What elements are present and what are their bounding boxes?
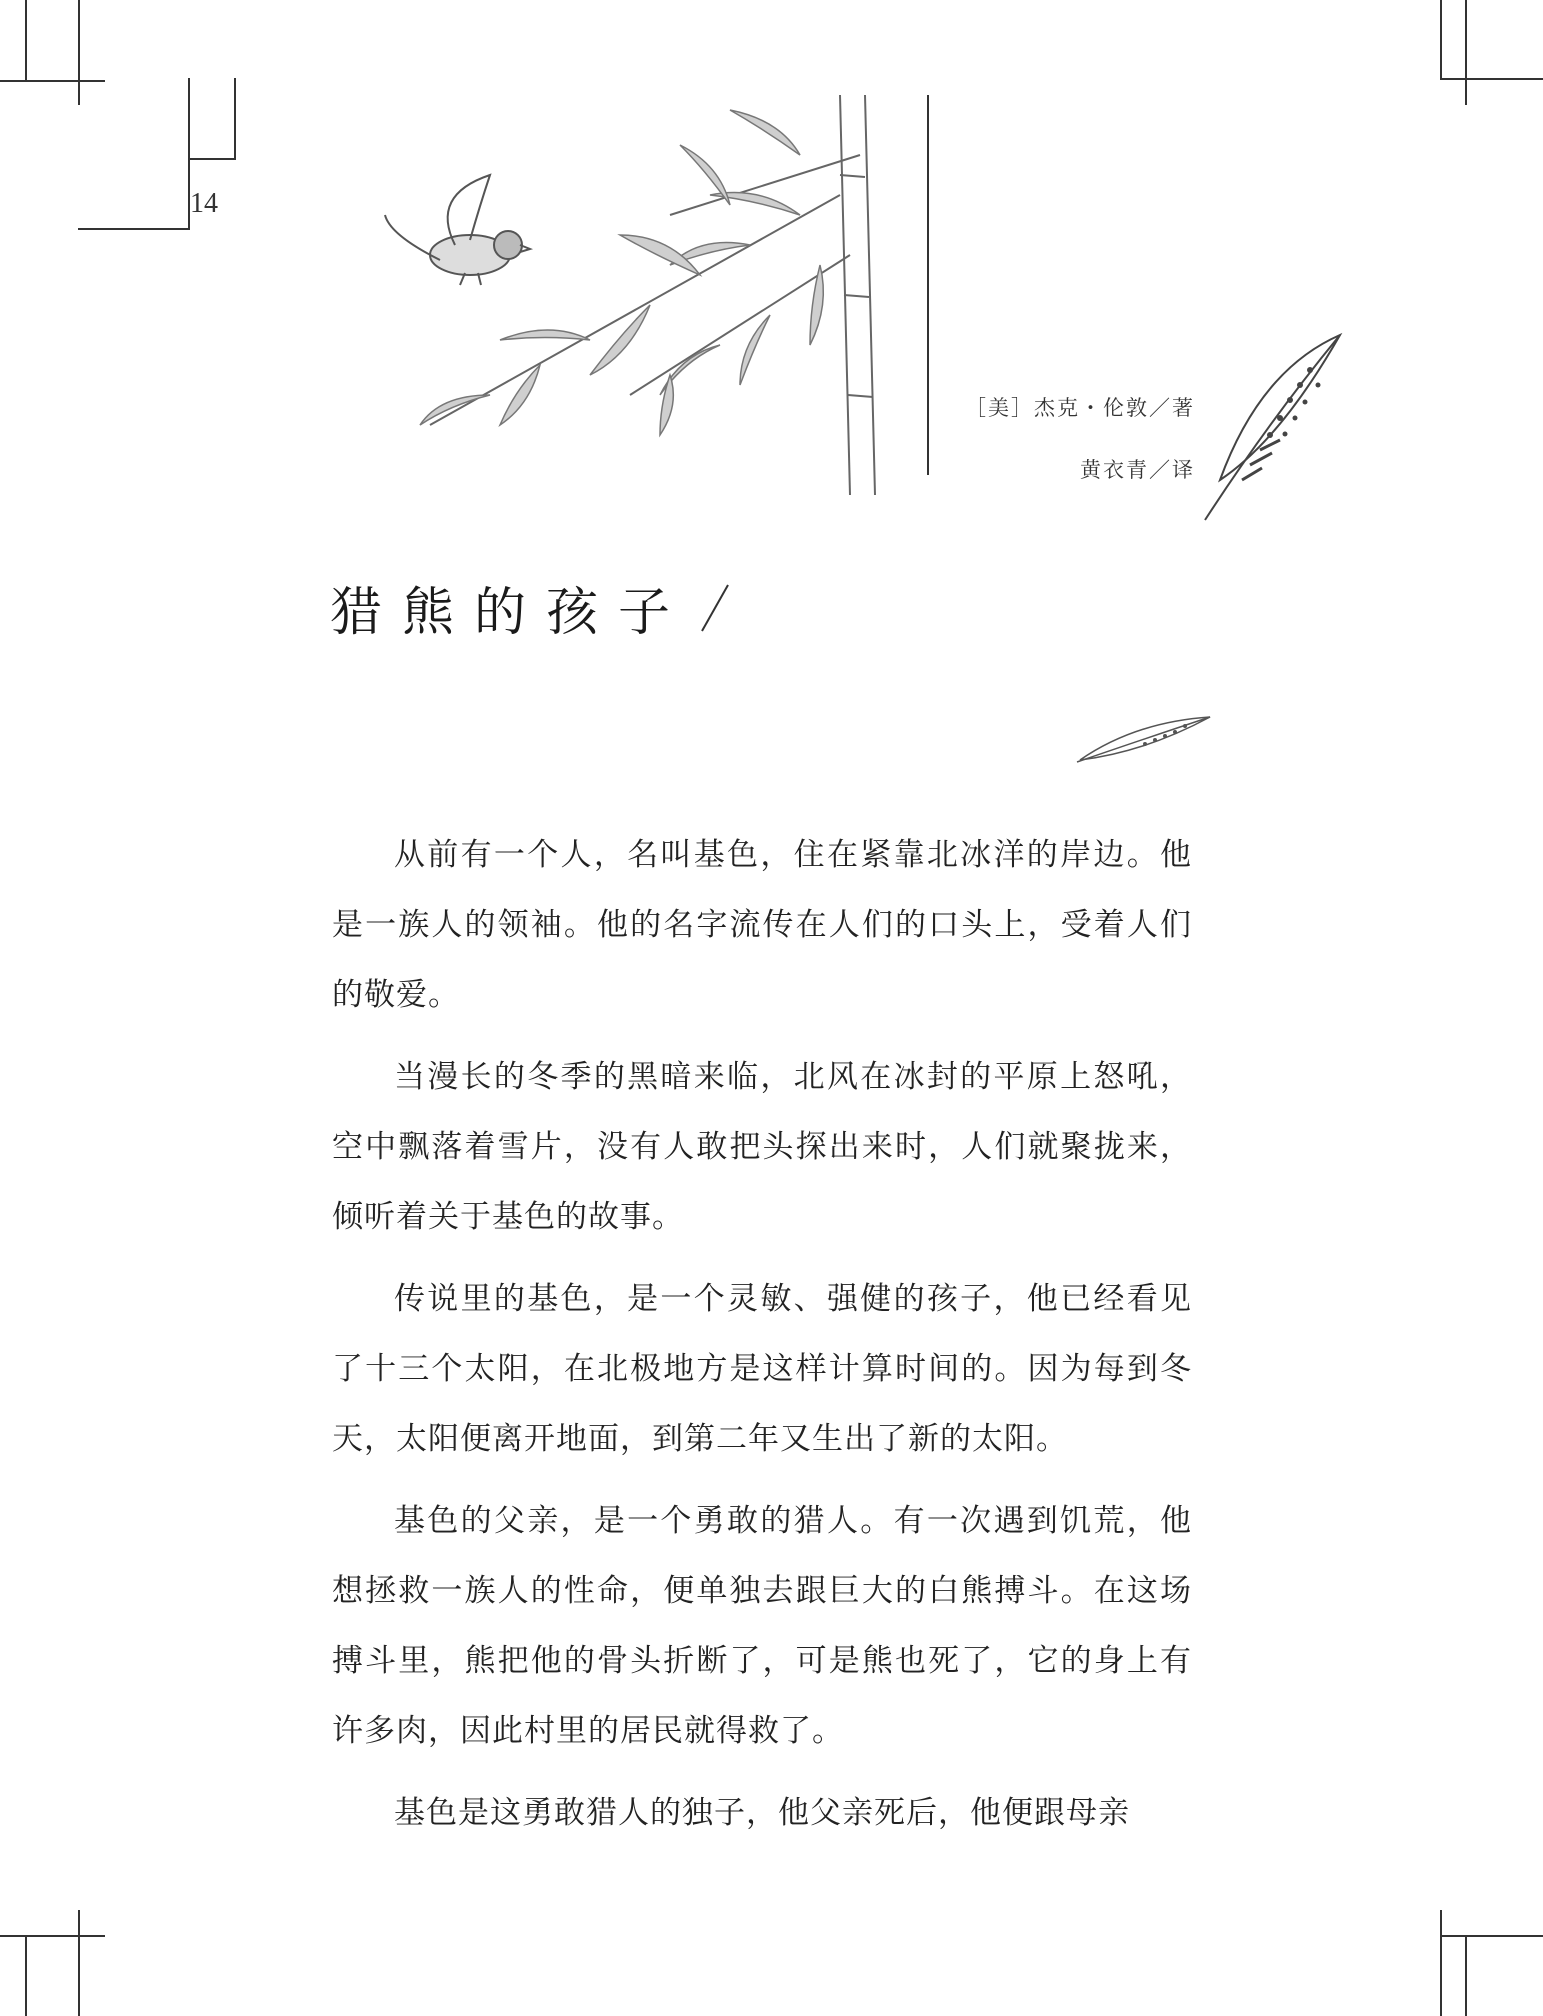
title-slash-mark bbox=[696, 577, 732, 637]
small-feather-icon bbox=[1075, 712, 1215, 764]
article-body bbox=[332, 820, 1192, 1860]
title-block bbox=[330, 572, 732, 642]
paragraph: 传说里的基色，是一个灵敏、强健的孩子，他已经看见了十三个太阳，在北极地方是这样计算时间的。因为每到冬天，太阳便离开地面，到第二年又生出了新的太阳。 bbox=[332, 1281, 1192, 1457]
bird-icon bbox=[385, 175, 530, 285]
paragraph: 基色是这勇敢猎人的独子，他父亲死后，他便跟母亲 bbox=[394, 1795, 1130, 1831]
credits bbox=[945, 393, 1195, 517]
paragraph: 当漫长的冬季的黑暗来临，北风在冰封的平原上怒吼，空中飘落着雪片，没有人敢把头探出来时，人们就聚拢来，倾听着关于基色的故事。 bbox=[332, 1059, 1192, 1235]
translator-credit: 黄衣青／译 bbox=[1080, 458, 1195, 482]
page-number: 14 bbox=[190, 188, 218, 219]
bamboo-icon bbox=[430, 95, 875, 495]
page-title: 猎熊的孩子 bbox=[330, 582, 691, 643]
paragraph: 从前有一个人，名叫基色，住在紧靠北冰洋的岸边。他是一族人的领袖。他的名字流传在人们的口头上，受着人们的敬爱。 bbox=[332, 837, 1192, 1013]
bird-bamboo-illustration bbox=[370, 95, 930, 495]
author-credit: ［美］杰克・伦敦／著 bbox=[965, 396, 1195, 420]
paragraph: 基色的父亲，是一个勇敢的猎人。有一次遇到饥荒，他想拯救一族人的性命，便单独去跟巨大的白熊搏斗。在这场搏斗里，熊把他的骨头折断了，可是熊也死了，它的身上有许多肉，因此村里的居民就得救了。 bbox=[332, 1503, 1192, 1749]
feather-icon bbox=[1200, 330, 1350, 530]
